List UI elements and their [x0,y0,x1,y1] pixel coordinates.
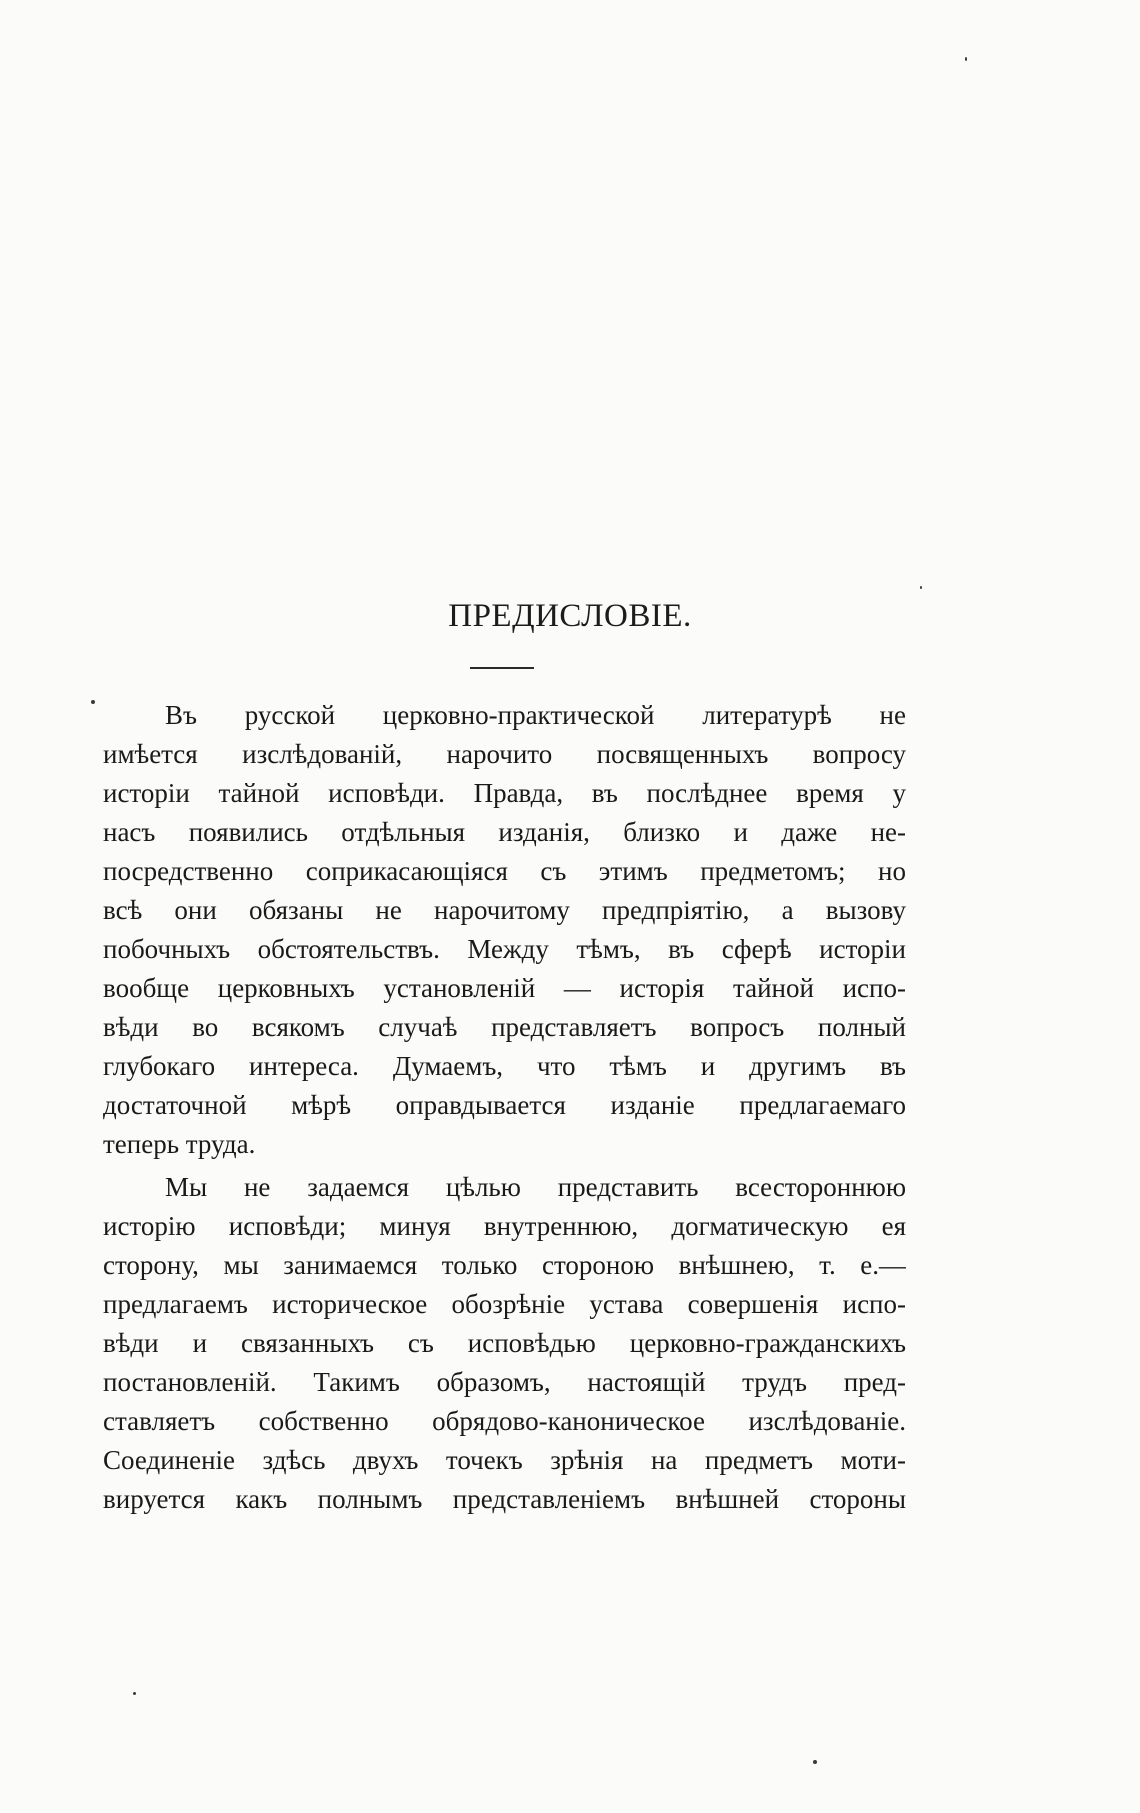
text-line: исторіи тайной исповѣди. Правда, въ послѣднее время у [103,778,906,808]
scan-speck [91,700,95,704]
text-line: исторію исповѣди; минуя внутреннюю, догматическую ея [103,1211,906,1241]
page-title: ПРЕДИСЛОВІЕ. [448,598,692,634]
text-line: постановленій. Такимъ образомъ, настоящій трудъ пред- [103,1367,906,1397]
text-line: предлагаемъ историческое обозрѣніе устава совершенія испо- [103,1289,906,1319]
text-line: сторону, мы занимаемся только стороною внѣшнею, т. е.— [103,1250,906,1280]
text-line: вѣди во всякомъ случаѣ представляетъ вопросъ полный [103,1012,906,1042]
text-line: насъ появились отдѣльныя изданія, близко и даже не- [103,817,906,847]
scan-speck [133,1692,136,1695]
text-line: Въ русской церковно-практической литературѣ не [165,700,906,730]
scan-speck [813,1760,817,1764]
text-line: глубокаго интереса. Думаемъ, что тѣмъ и другимъ въ [103,1051,906,1081]
title-divider [470,667,534,669]
text-line: вѣди и связанныхъ съ исповѣдью церковно-гражданскихъ [103,1328,906,1358]
preface-text [103,696,906,1519]
scan-speck [965,57,967,61]
paragraph-1 [103,696,906,1164]
text-line: достаточной мѣрѣ оправдывается изданіе предлагаемаго [103,1090,906,1120]
paragraph-2 [103,1168,906,1519]
text-line: побочныхъ обстоятельствъ. Между тѣмъ, въ сферѣ исторіи [103,934,906,964]
text-line: имѣется изслѣдованій, нарочито посвященныхъ вопросу [103,739,906,769]
text-line: посредственно соприкасающіяся съ этимъ предметомъ; но [103,856,906,886]
text-line: всѣ они обязаны не нарочитому предпріятію, а вызову [103,895,906,925]
text-line: вообще церковныхъ установленій — исторія тайной испо- [103,973,906,1003]
text-line: ставляетъ собственно обрядово-каноническое изслѣдованіе. [103,1406,906,1436]
text-line: теперь труда. [103,1129,256,1159]
text-line: Мы не задаемся цѣлью представить всестороннюю [165,1172,906,1202]
text-line: вируется какъ полнымъ представленіемъ внѣшней стороны [103,1484,906,1514]
text-line: Соединеніе здѣсь двухъ точекъ зрѣнія на предметъ моти- [103,1445,906,1475]
scan-speck [920,586,922,589]
